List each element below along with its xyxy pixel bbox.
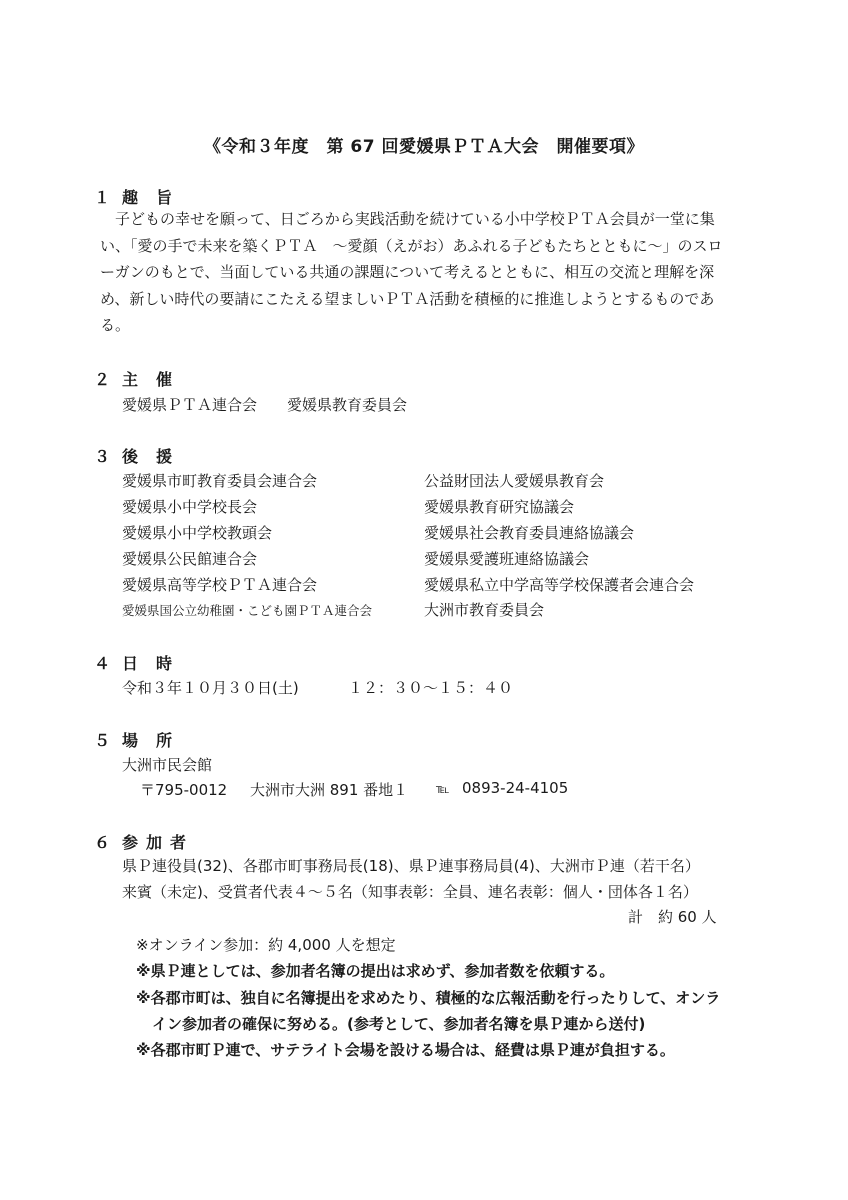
note-online: ※オンライン参加：約 4,000 人を想定 [136,936,396,954]
participants-line-2: 来賓（未定)、受賞者代表４～５名（知事表彰：全員、連名表彰：個人・団体各１名） [122,883,698,901]
organizers: 愛媛県ＰＴＡ連合会 愛媛県教育委員会 [122,396,408,414]
participants-total: 計 約 60 人 [628,908,717,926]
supporter-left: 愛媛県国公立幼稚園・こども園ＰＴＡ連合会 [122,603,373,618]
supporter-left: 愛媛県公民館連合会 [122,550,258,568]
section-1-heading [94,185,190,208]
section-3-label: 後援 [122,447,191,466]
section-4-heading [94,651,190,674]
participants-line-1: 県Ｐ連役員(32)、各郡市町事務局長(18)、県Ｐ連事務局員(4)、大洲市Ｐ連（若干名） [122,857,700,875]
supporter-right: 愛媛県教育研究協議会 [424,498,575,516]
tel-number: 0893-24-4105 [462,779,569,797]
section-1-line: る。 [100,316,131,334]
event-time: １２：３０～１５：４０ [348,679,514,697]
section-2-label: 主催 [122,370,191,389]
note-satellite: ※各郡市町Ｐ連で、サテライト会場を設ける場合は、経費は県Ｐ連が負担する。 [136,1041,675,1059]
section-6-number: ６ [94,833,111,852]
section-3-number: ３ [94,447,111,466]
section-1-line: 子どもの幸せを願って、日ごろから実践活動を続けている小中学校ＰＴＡ会員が一堂に集 [100,210,715,228]
section-2-heading [94,367,190,390]
section-6-heading [94,830,194,853]
supporter-left: 愛媛県市町教育委員会連合会 [122,472,318,490]
tel-label: ℡ [436,781,450,796]
section-4-number: ４ [94,654,111,673]
section-1-label: 趣旨 [122,188,191,207]
venue-address: 大洲市大洲 891 番地１ [250,781,409,799]
section-1-line: い、「愛の手で未来を築くＰＴＡ ～愛顔（えがお）あふれる子どもたちとともに～」のスロ [100,236,723,255]
section-1-number: １ [94,188,111,207]
venue-name: 大洲市民会館 [122,756,213,774]
supporter-left: 愛媛県高等学校ＰＴＡ連合会 [122,576,318,594]
document-title: 《令和３年度 第 67 回愛媛県ＰＴＡ大会 開催要項》 [204,137,644,157]
note-publicity-cont: イン参加者の確保に努める。(参考として、参加者名簿を県Ｐ連から送付) [152,1015,646,1033]
section-1-line: め、新しい時代の要請にこたえる望ましいＰＴＡ活動を積極的に推進しようとするものであ [100,289,715,308]
section-3-heading [94,444,190,467]
section-1-line: ーガンのもとで、当面している共通の課題について考えるとともに、相互の交流と理解を深 [100,263,715,281]
supporter-left: 愛媛県小中学校教頭会 [122,524,273,542]
supporter-right: 愛媛県社会教育委員連絡協議会 [424,524,635,542]
supporter-right: 大洲市教育委員会 [424,601,545,619]
supporter-left: 愛媛県小中学校長会 [122,498,258,516]
section-4-label: 日時 [122,654,191,673]
supporter-right: 公益財団法人愛媛県教育会 [424,472,605,490]
section-5-label: 場所 [122,731,191,750]
supporter-right: 愛媛県私立中学高等学校保護者会連合会 [424,576,695,594]
section-2-number: ２ [94,370,111,389]
section-6-label: 参加者 [122,833,195,852]
event-date: 令和３年１０月３０日(土) [122,679,299,697]
note-roster: ※県Ｐ連としては、参加者名簿の提出は求めず、参加者数を依頼する。 [136,962,615,980]
supporter-right: 愛媛県愛護班連絡協議会 [424,550,590,568]
section-1-body [100,206,780,339]
section-5-heading [94,728,190,751]
section-5-number: ５ [94,731,111,750]
note-publicity: ※各郡市町は、独自に名簿提出を求めたり、積極的な広報活動を行ったりして、オンラ [136,989,721,1007]
postal-code: 〒795-0012 [140,781,228,799]
